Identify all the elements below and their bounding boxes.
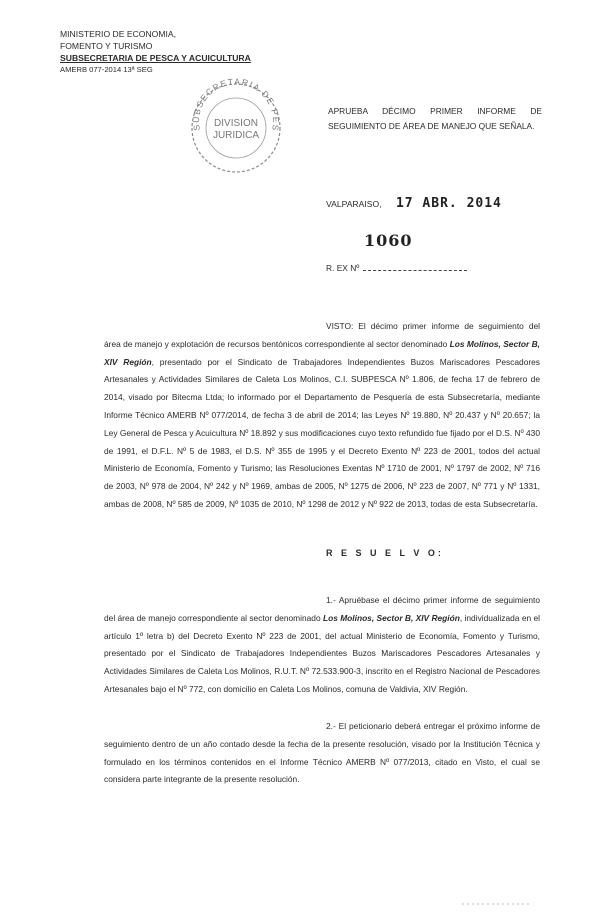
article-2-text: El peticionario deberá entregar el próximo informe de seguimiento dentro de un año contado desde la fecha de la presente resolución, visado por la Institución Técnica y formulado en los términos contenidos en el Informe Técnico AMERB Nº 077/2013, citado en Visto, el cual se considera parte integrante de la presente resolución. [104, 721, 540, 785]
article-2-number: 2.- [326, 721, 339, 731]
date-line [326, 196, 502, 211]
date-stamp: 17 ABR. 2014 [395, 196, 502, 211]
seal-center-line-2: JURIDICA [212, 130, 260, 141]
resolution-subject: APRUEBA DÉCIMO PRIMER INFORME DE SEGUIMIENTO DE ÁREA DE MANEJO QUE SEÑALA. [328, 106, 542, 131]
article-1-text-a: Apruébase el décimo primer informe de seguimiento del área de manejo correspondiente al sector denominado [104, 595, 541, 623]
exento-label: R. EX Nº [326, 263, 360, 273]
reference-code: AMERB 077-2014 13ª SEG [60, 65, 153, 74]
date-city: VALPARAISO, [326, 199, 382, 209]
seal-ring-text: SUBSECRETARIA DE PES [190, 78, 282, 133]
visto-lead: VISTO: [326, 321, 354, 331]
article-1-place: Los Molinos, Sector B, XIV Región [322, 612, 460, 623]
visto-paragraph [104, 318, 540, 514]
resuelvo-heading: R E S U E L V O: [326, 548, 444, 558]
visto-place: Los Molinos, Sector B, XIV Región [104, 338, 540, 367]
exento-blank [363, 262, 467, 271]
letterhead [60, 28, 251, 76]
resolution-article-2 [104, 718, 540, 789]
resolution-article-1 [104, 592, 540, 699]
article-1-number: 1.- [326, 595, 339, 605]
visto-text-a: El décimo primer informe de seguimiento del área de manejo y explotación de recursos bentónicos correspondiente al sector denominado [104, 321, 540, 349]
resolution-number: 1060 [364, 231, 413, 250]
visto-text-b: , presentado por el Sindicato de Trabajadores Independientes Buzos Mariscadores Pescadores Artesanales y Actividades Similares de Caleta Los Molinos, C.I. SUBPESCA Nº 1.806, de fecha 17 de febrero de 2014, visado por Bitecma Ltda; lo informado por el Departamento de Pesquería de esta Subsecretaría, mediante Informe Técnico AMERB Nº 077/2014, de fecha 3 de abril de 2014; las Leyes Nº 19.880, Nº 20.437 y Nº 20.657; la Ley General de Pesca y Acuicultura Nº 18.892 y sus modificaciones cuyo texto refundido fue fijado por el D.S. Nº 430 de 1991, el D.F.L. Nº 5 de 1983, el D.S. Nº 355 de 1995 y el Decreto Exento Nº 223 de 2001, todos del actual Ministerio de Economía, Fomento y Turismo; las Resoluciones Exentas Nº 1710 de 2001, Nº 1797 de 2002, Nº 716 de 2003, Nº 978 de 2004, Nº 242 y Nº 1969, ambas de 2005, Nº 1275 de 2006, Nº 223 de 2007, Nº 771 y Nº 1331, ambas de 2008, Nº 585 de 2009, Nº 1035 de 2010, Nº 1298 de 2012 y Nº 922 de 2013, todas de esta Subsecretaría. [104, 356, 540, 509]
subsecretaria-line: SUBSECRETARIA DE PESCA Y ACUICULTURA [60, 53, 251, 63]
division-juridica-seal-icon [186, 78, 286, 174]
ministry-line: MINISTERIO DE ECONOMIA, [60, 29, 177, 39]
article-1-text-b: , individualizada en el artículo 1º letra b) del Decreto Exento Nº 223 de 2001, del actual Ministerio de Economía, Fomento y Turismo, presentado por el Sindicato de Trabajadores Independientes Buzos Mariscadores Pescadores Artesanales y Actividades Similares de Caleta Los Molinos, R.U.T. Nº 72.533.900-3, inscrito en el Registro Nacional de Pescadores Artesanales bajo el Nº 772, con domicilio en Caleta Los Molinos, comuna de Valdivia, XIV Región. [104, 612, 540, 694]
ministry-line-2: FOMENTO Y TURISMO [60, 41, 153, 51]
exento-line [326, 262, 467, 273]
footer-scan-mark [462, 901, 532, 907]
seal-center-line-1: DIVISION [214, 118, 258, 129]
